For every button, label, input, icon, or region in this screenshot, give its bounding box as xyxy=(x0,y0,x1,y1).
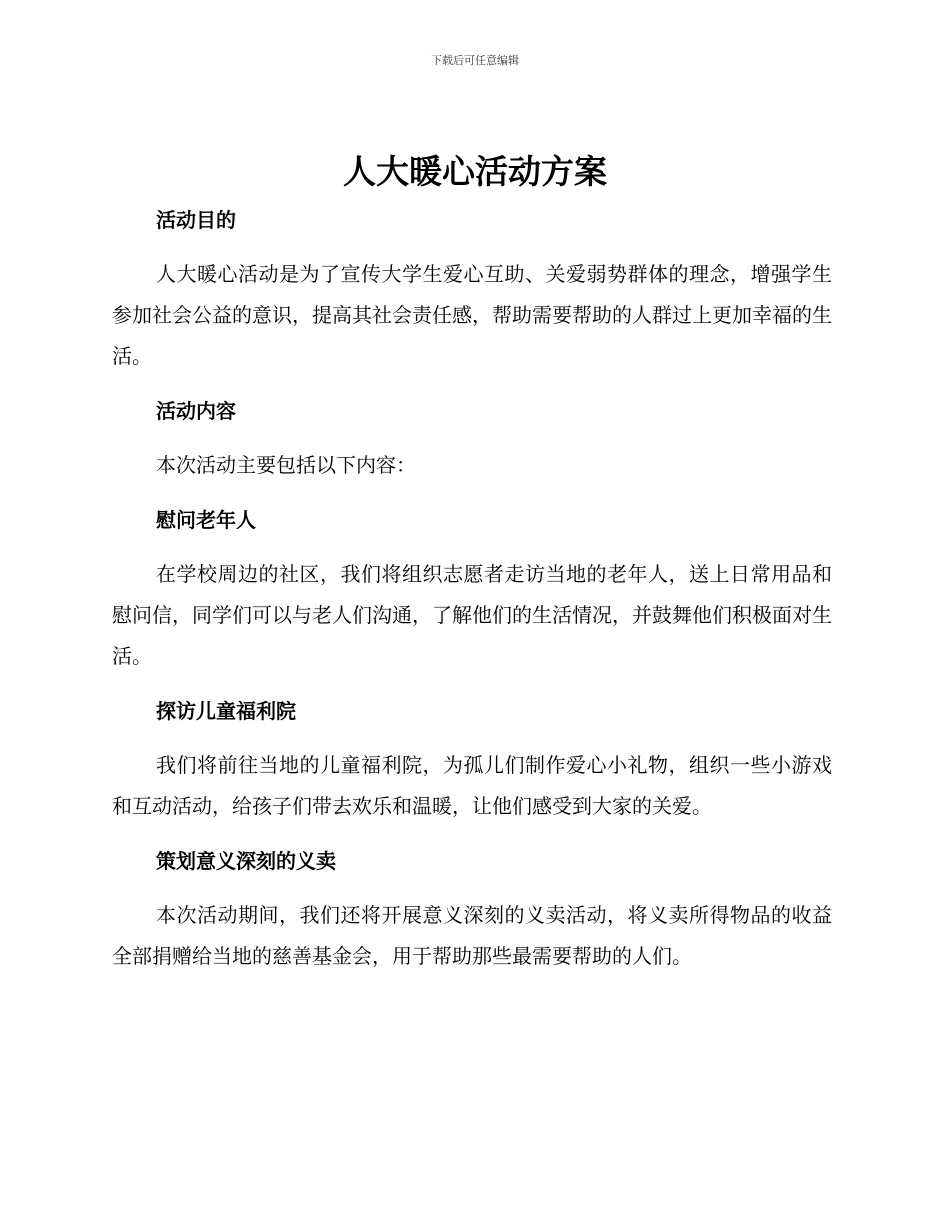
page-header-note: 下载后可任意编辑 xyxy=(431,54,519,67)
section-heading-purpose: 活动目的 xyxy=(156,208,236,232)
section-heading-orphanage-visit: 探访儿童福利院 xyxy=(156,699,296,723)
document-title: 人大暖心活动方案 xyxy=(343,152,607,191)
section-heading-content: 活动内容 xyxy=(156,399,236,423)
section-heading-charity-sale: 策划意义深刻的义卖 xyxy=(156,849,336,873)
document-body xyxy=(112,200,832,991)
section-heading-elderly-visit: 慰问老年人 xyxy=(156,508,256,532)
section-paragraph-elderly-visit: 在学校周边的社区，我们将组织志愿者走访当地的老年人，送上日常用品和慰问信，同学们可以与老人们沟通，了解他们的生活情况，并鼓舞他们积极面对生活。 xyxy=(112,562,832,668)
section-paragraph-charity-sale: 本次活动期间，我们还将开展意义深刻的义卖活动，将义卖所得物品的收益全部捐赠给当地的慈善基金会，用于帮助那些最需要帮助的人们。 xyxy=(112,903,832,968)
section-paragraph-content: 本次活动主要包括以下内容： xyxy=(156,453,416,477)
section-paragraph-orphanage-visit: 我们将前往当地的儿童福利院，为孤儿们制作爱心小礼物，组织一些小游戏和互动活动，给孩子们带去欢乐和温暖，让他们感受到大家的关爱。 xyxy=(112,753,832,818)
section-paragraph-purpose: 人大暖心活动是为了宣传大学生爱心互助、关爱弱势群体的理念，增强学生参加社会公益的意识，提高其社会责任感，帮助需要帮助的人群过上更加幸福的生活。 xyxy=(112,262,832,368)
